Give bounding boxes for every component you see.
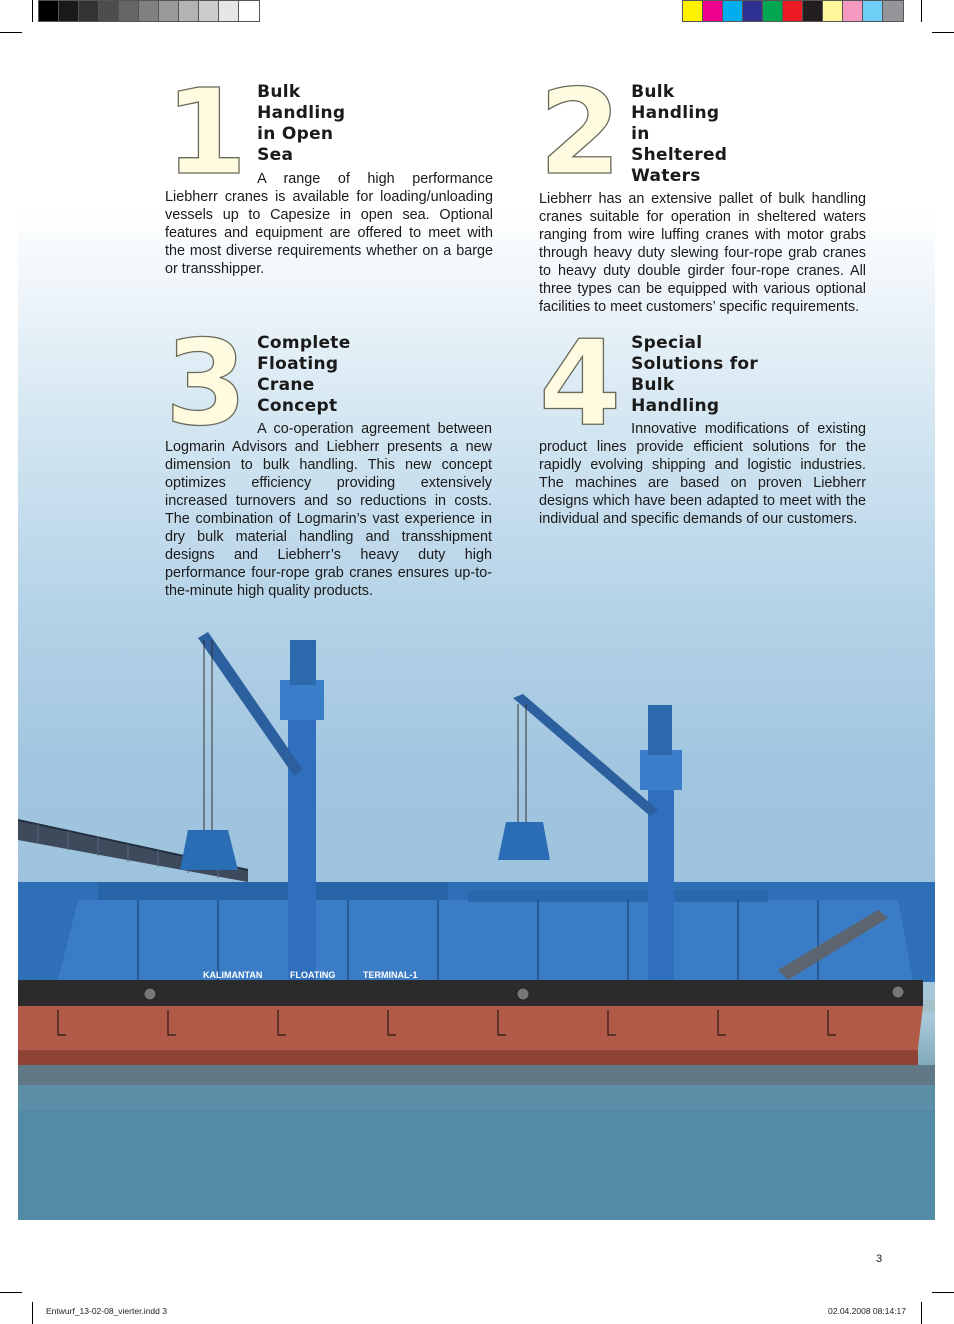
color-patch	[723, 1, 743, 21]
file-slug: Entwurf_13-02-08_vierter.indd 3	[46, 1306, 167, 1316]
color-patch	[783, 1, 803, 21]
color-patch	[683, 1, 703, 21]
crop-mark	[0, 1292, 22, 1293]
color-patch	[99, 1, 119, 21]
color-patch	[119, 1, 139, 21]
section-body: Liebherr has an extensive pallet of bulk handling cranes suitable for operation in sheltered waters ranging from wire luffing cranes with motor grabs through heavy duty slewing four-rope grab cranes to heavy duty double girder four-rope cranes. All three types can be equipped with various optional facilities to meet customers’ specific requirements.	[539, 191, 866, 315]
section-body: A co-operation agreement between Logmarin Advisors and Liebherr presents a new dimension to bulk handling. This new concept optimizes efficiency providing extensively increased turnovers and so reductions in costs. The combination of Logmarin’s vast experience in dry bulk material handling and transshipment designs and Liebherr’s heavy duty high performance four-rope grab cranes ensures up-to-the-minute high quality products.	[165, 421, 492, 599]
hull-lettering: KALIMANTAN	[203, 970, 263, 980]
section-number-3: 3	[165, 314, 248, 452]
color-patch	[843, 1, 863, 21]
color-patch	[199, 1, 219, 21]
crop-mark	[32, 0, 33, 22]
section-body: Innovative modifications of existing product lines provide efficient solutions for the rapidly evolving shipping and logistic industries. The machines are based on proven Liebherr designs which have been adapted to meet with the individual and specific demands of our customers.	[539, 421, 866, 527]
color-patch	[139, 1, 159, 21]
crop-mark	[921, 0, 922, 22]
color-patch	[239, 1, 259, 21]
hull-lettering: TERMINAL-1	[363, 970, 418, 980]
crop-mark	[0, 32, 22, 33]
color-patch	[803, 1, 823, 21]
crop-mark	[932, 32, 954, 33]
color-patch	[703, 1, 723, 21]
color-patch	[179, 1, 199, 21]
section-1	[165, 63, 493, 278]
grayscale-color-bar	[38, 0, 260, 22]
crop-mark	[921, 1302, 922, 1324]
crop-mark	[932, 1292, 954, 1293]
crop-mark	[32, 1302, 33, 1324]
color-patch	[883, 1, 903, 21]
barge-hull	[18, 970, 923, 1065]
print-timestamp: 02.04.2008 08:14:17	[828, 1306, 906, 1316]
color-patch	[59, 1, 79, 21]
color-patch	[743, 1, 763, 21]
section-title: Bulk Handling in Sheltered Waters	[631, 82, 728, 186]
color-patch	[863, 1, 883, 21]
color-patch	[39, 1, 59, 21]
section-title: Special Solutions for Bulk Handling	[631, 333, 759, 416]
color-patch	[159, 1, 179, 21]
section-number-1: 1	[165, 63, 248, 201]
deck-superstructure	[18, 882, 935, 982]
hull-lettering: FLOATING	[290, 970, 336, 980]
section-4	[539, 314, 866, 528]
process-color-bar	[682, 0, 904, 22]
section-2	[539, 63, 866, 316]
color-patch	[823, 1, 843, 21]
color-patch	[763, 1, 783, 21]
section-3	[165, 314, 492, 600]
section-title: Complete Floating Crane Concept	[257, 333, 351, 416]
section-number-2: 2	[539, 63, 622, 201]
color-patch	[219, 1, 239, 21]
section-number-4: 4	[539, 314, 622, 452]
page-number: 3	[876, 1253, 883, 1265]
section-body: A range of high performance Liebherr cranes is available for loading/unloading vessels up to Capesize in open sea. Optional features and equipment are offered to meet with the most diverse requirements whether on a barge or transshipper.	[165, 171, 493, 277]
color-patch	[79, 1, 99, 21]
section-title: Bulk Handling in Open Sea	[257, 82, 346, 165]
